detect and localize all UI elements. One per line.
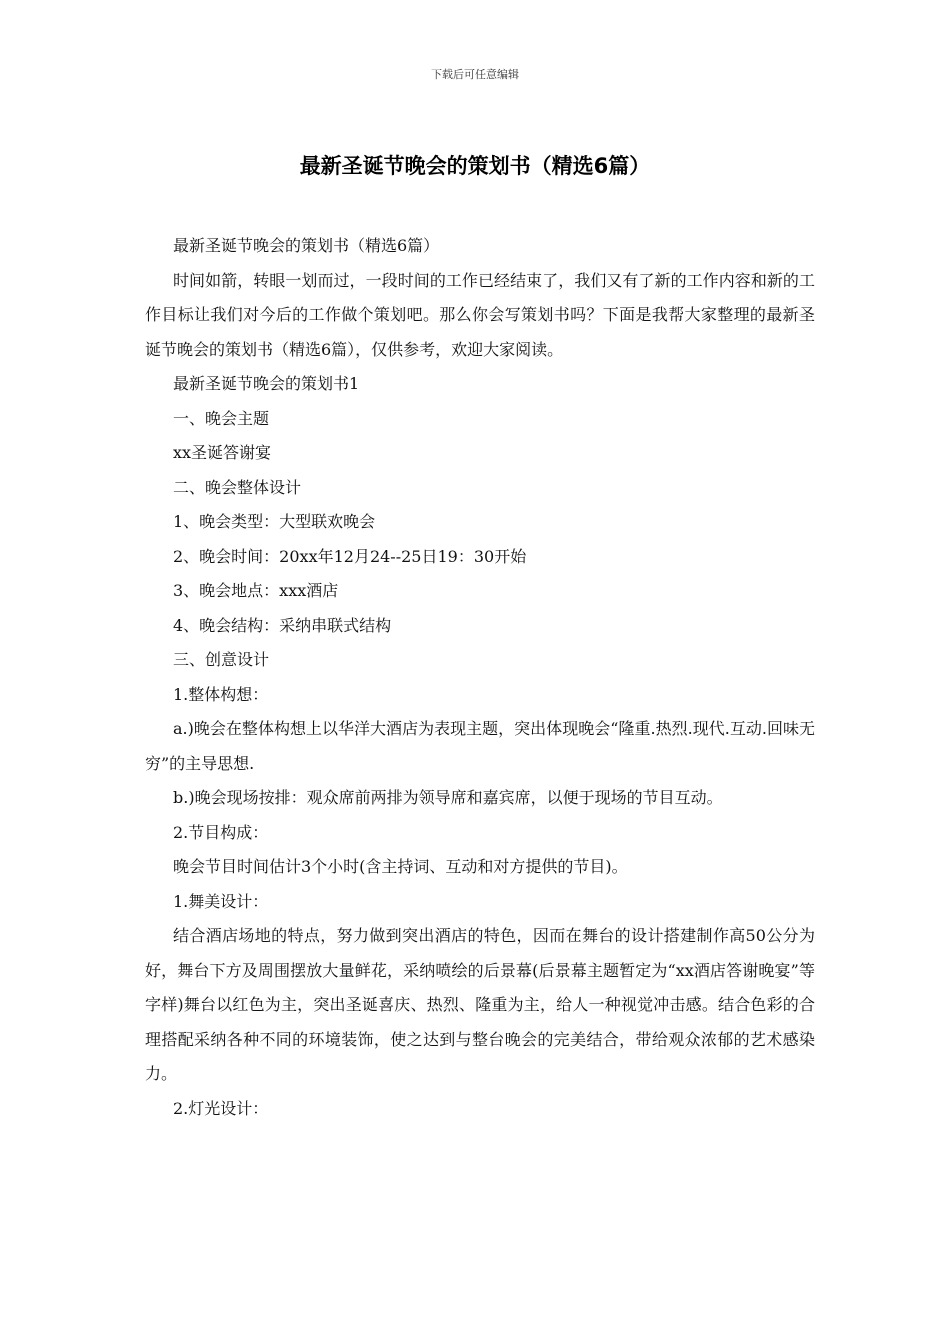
paragraph: 三、创意设计 — [173, 650, 270, 669]
paragraph: xx圣诞答谢宴 — [173, 443, 272, 462]
paragraph: b.)晚会现场按排：观众席前两排为领导席和嘉宾席，以便于现场的节目互动。 — [173, 788, 723, 807]
paragraph: a.)晚会在整体构想上以华洋大酒店为表现主题，突出体现晚会“隆重.热烈.现代.互动.回味无穷”的主导思想. — [145, 719, 815, 773]
paragraph: 2.灯光设计： — [173, 1098, 269, 1118]
document-title: 最新圣诞节晚会的策划书（精选6篇） — [299, 154, 651, 178]
paragraph: 2、晚会时间：20xx年12月24--25日19：30开始 — [173, 546, 527, 566]
page-header-note: 下载后可任意编辑 — [431, 68, 519, 81]
paragraph: 最新圣诞节晚会的策划书1 — [173, 374, 360, 393]
paragraph: 3、晚会地点：xxx酒店 — [173, 581, 339, 600]
document-body — [145, 229, 815, 1126]
paragraph: 二、晚会整体设计 — [173, 477, 302, 497]
paragraph: 2.节目构成： — [173, 822, 269, 842]
paragraph: 1.舞美设计： — [173, 891, 269, 911]
paragraph: 1、晚会类型：大型联欢晚会 — [173, 512, 376, 531]
paragraph: 4、晚会结构：采纳串联式结构 — [173, 615, 392, 635]
paragraph: 结合酒店场地的特点，努力做到突出酒店的特色，因而在舞台的设计搭建制作高50公分为好，舞台下方及周围摆放大量鲜花，采纳喷绘的后景幕(后景幕主题暂定为“xx酒店答谢晚宴”等字样)舞台以红色为主，突出圣诞喜庆、热烈、隆重为主，给人一种视觉冲击感。结合色彩的合理搭配采纳各种不同的环境装饰，使之达到与整台晚会的完美结合，带给观众浓郁的艺术感染力。 — [145, 926, 815, 1083]
paragraph: 时间如箭，转眼一划而过，一段时间的工作已经结束了，我们又有了新的工作内容和新的工作目标让我们对今后的工作做个策划吧。那么你会写策划书吗？下面是我帮大家整理的最新圣诞节晚会的策划书（精选6篇），仅供参考，欢迎大家阅读。 — [145, 270, 815, 359]
paragraph: 一、晚会主题 — [173, 408, 270, 428]
paragraph: 晚会节目时间估计3个小时(含主持词、互动和对方提供的节目)。 — [173, 857, 628, 876]
paragraph: 最新圣诞节晚会的策划书（精选6篇） — [173, 236, 440, 255]
paragraph: 1.整体构想： — [173, 684, 269, 704]
